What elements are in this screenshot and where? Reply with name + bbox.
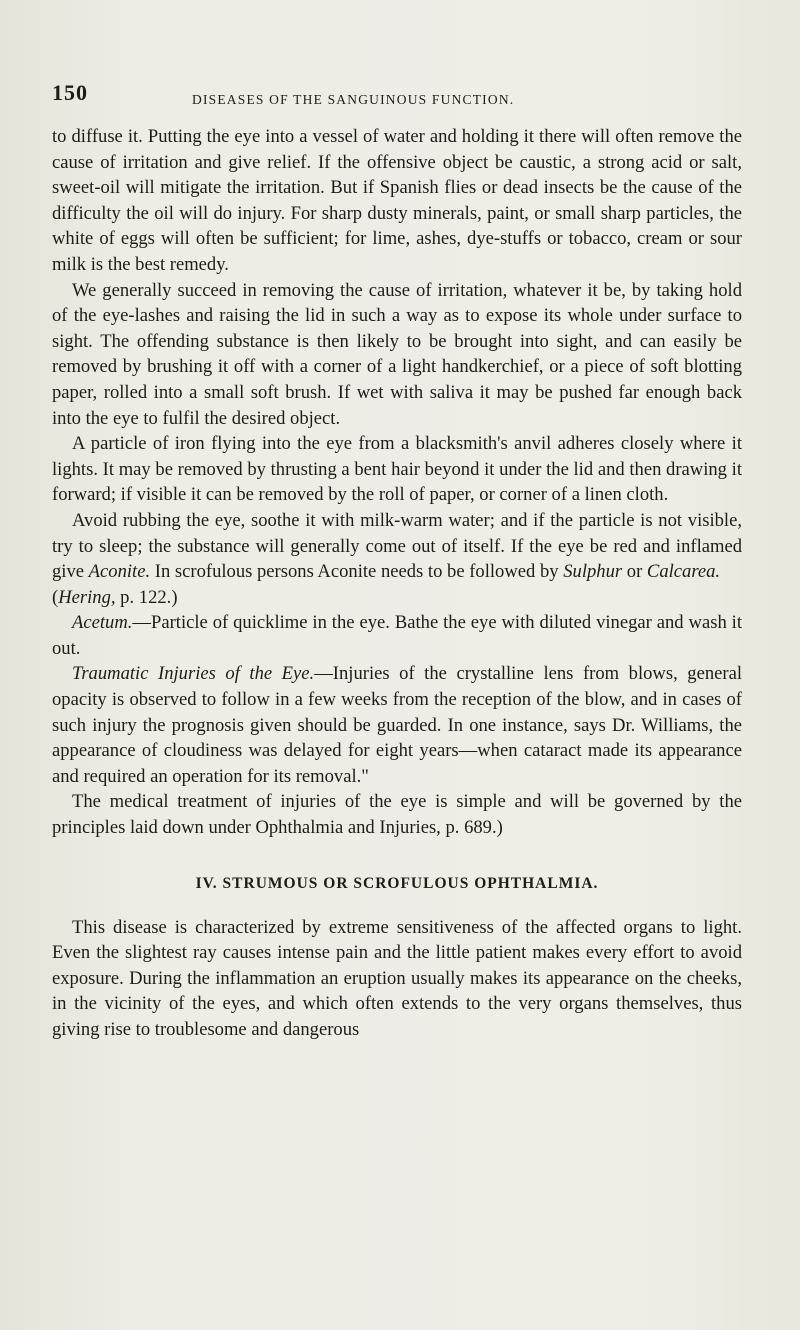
- avoid-rubbing-text-2: In scrofulous persons Aconite needs to be followed by: [150, 561, 564, 583]
- page-number: 150: [52, 80, 88, 105]
- traumatic-injuries-text: —Injuries of the crystalline lens from blows, general opacity is observed to follow in a few weeks from the reception of the blow, and in cases of such injury the prognosis given should be guarded. In one instance, says Dr. Williams, the appearance of cloudiness was delayed for eight years—when cataract made its appearance and required an operation for its removal.": [52, 663, 742, 787]
- paragraph-iron-particle: A particle of iron flying into the eye from a blacksmith's anvil adheres closely where it lights. It may be removed by thrusting a bent hair beyond it under the lid and then drawing it forward; if visible it can be removed by the roll of paper, or corner of a linen cloth.: [52, 433, 742, 506]
- paragraph-diffuse: to diffuse it. Putting the eye into a vessel of water and holding it there will often remove the cause of irritation and give relief. If the offensive object be caustic, a strong acid or salt, sweet-oil will mitigate the irritation. But if Spanish flies or dead insects be the cause of the difficulty the oil will do injury. For sharp dusty minerals, paint, or small sharp particles, the white of eggs will often be sufficient; for lime, ashes, dye-stuffs or tobacco, cream or sour milk is the best remedy.: [52, 126, 742, 275]
- remedy-sulphur: Sulphur: [563, 561, 623, 583]
- avoid-rubbing-text-5: p. 122.): [115, 586, 178, 608]
- paragraph-traumatic-injuries: [52, 661, 742, 789]
- section-heading: IV. STRUMOUS OR SCROFULOUS OPHTHALMIA.: [195, 874, 599, 892]
- paragraph-strumous-ophthalmia: This disease is characterized by extreme sensitiveness of the affected organs to light. Even the slightest ray causes intense pain and the little patient makes every effort to avoid exposure. During the inflammation an eruption usually makes its appearance on the cheeks, in the vicinity of the eyes, and which often extends to the very organs themselves, thus giving rise to troublesome and dangerous: [52, 916, 742, 1040]
- reference-hering: Hering,: [58, 586, 116, 608]
- remedy-aconite: Aconite.: [88, 561, 151, 583]
- remedy-acetum: Acetum.: [72, 612, 133, 634]
- paragraph-removing-irritation: We generally succeed in removing the cause of irritation, whatever it be, by taking hold of the eye-lashes and raising the lid in such a way as to expose its whole under surface to sight. The offending substance is then likely to be brought into sight, and can easily be removed by brushing it off with a corner of a light handkerchief, or a piece of soft blotting paper, rolled into a small soft brush. If wet with saliva it may be pushed far enough back into the eye to fulfil the desired object.: [52, 279, 742, 429]
- avoid-rubbing-text-3: or: [622, 561, 647, 583]
- avoid-rubbing-text: Avoid rubbing the eye, soothe it with milk-warm water; and if the particle is not visible, try to sleep; the substance will generally come out of itself. If the eye be red and inflamed give: [52, 509, 742, 583]
- paragraph-medical-treatment: The medical treatment of injuries of the eye is simple and will be governed by the principles laid down under Ophthalmia and Injuries, p. 689.): [52, 791, 742, 839]
- subheading-traumatic-injuries: Traumatic Injuries of the Eye.: [72, 663, 315, 685]
- chapter-header: DISEASES OF THE SANGUINOUS FUNCTION.: [192, 92, 515, 107]
- paragraph-avoid-rubbing: [52, 508, 742, 610]
- acetum-text: —Particle of quicklime in the eye. Bathe the eye with diluted vinegar and wash it out.: [52, 612, 742, 659]
- body-text: [52, 124, 742, 1043]
- remedy-calcarea: Calcarea.: [646, 561, 721, 583]
- paragraph-acetum: [52, 610, 742, 661]
- running-head: [52, 80, 742, 114]
- avoid-rubbing-text-4: (: [52, 586, 59, 608]
